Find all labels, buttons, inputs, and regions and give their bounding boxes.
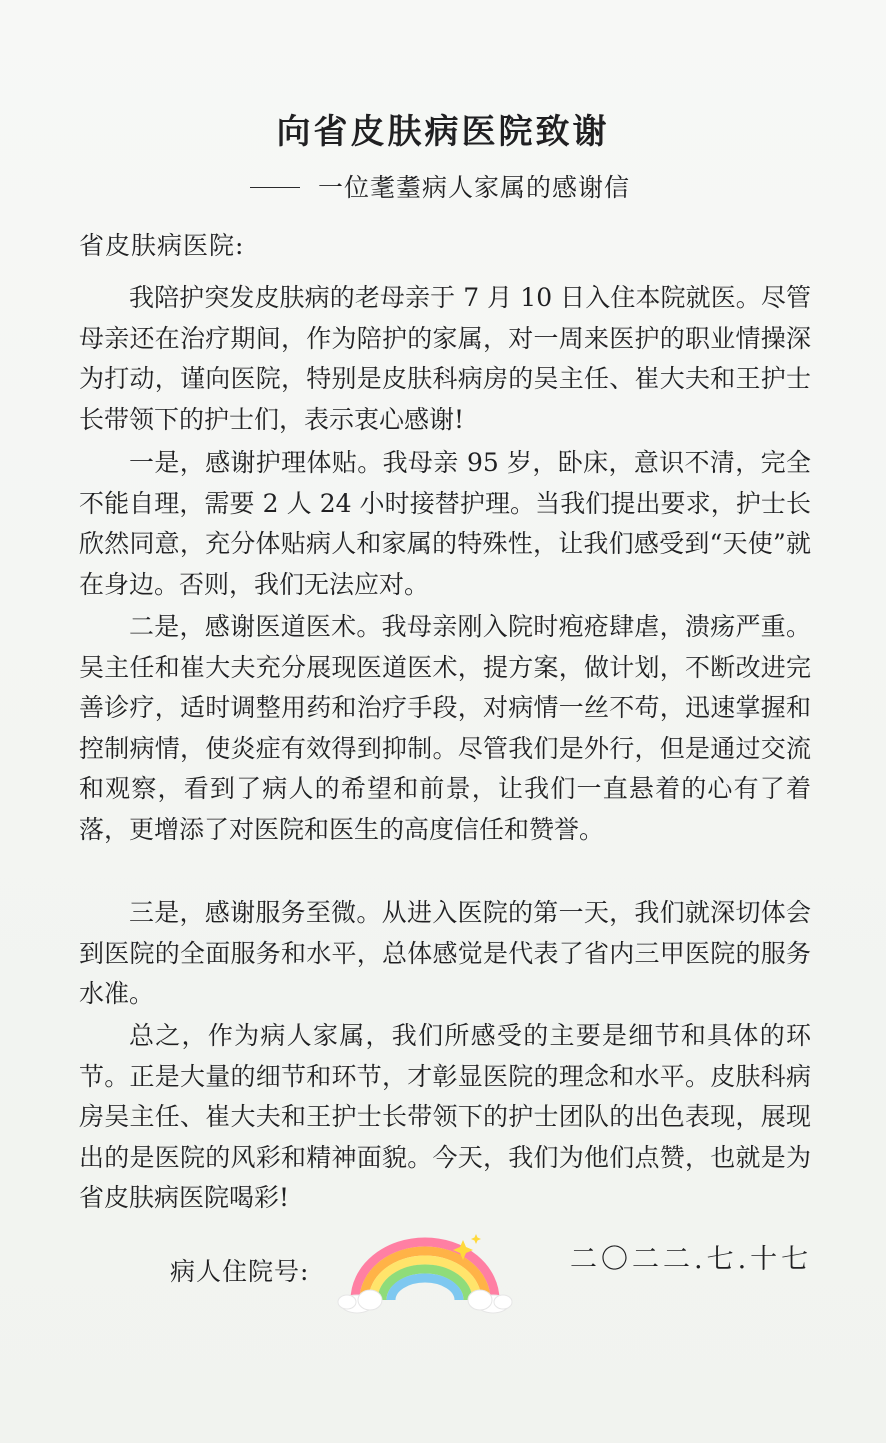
paragraph-service: 三是，感谢服务至微。从进入医院的第一天，我们就深切体会到医院的全面服务和水平，总体感觉是代表了省内三甲医院的服务水准。 bbox=[79, 898, 811, 1008]
rainbow-sticker-icon bbox=[335, 1232, 515, 1317]
letter-title: 向省皮肤病医院致谢 bbox=[276, 112, 610, 152]
letter-salutation: 省皮肤病医院: bbox=[79, 231, 245, 260]
letter-subtitle: 一位耄耋病人家属的感谢信 bbox=[318, 173, 631, 202]
paragraph-intro: 我陪护突发皮肤病的老母亲于 7 月 10 日入住本院就医。尽管母亲还在治疗期间，作为陪护的家属，对一周来医护的职业情操深为打动，谨向医院，特别是皮肤科病房的吴主任、崔大夫和王护士长带领下的护士们，表示衷心感谢! bbox=[79, 283, 811, 434]
paragraph-conclusion: 总之，作为病人家属，我们所感受的主要是细节和具体的环节。正是大量的细节和环节，才彰显医院的理念和水平。皮肤科病房吴主任、崔大夫和王护士长带领下的护士团队的出色表现，展现出的是医院的风彩和精神面貌。今天，我们为他们点赞，也就是为省皮肤病医院喝彩! bbox=[79, 1021, 811, 1212]
patient-id-label: 病人住院号: bbox=[170, 1257, 310, 1286]
em-dash bbox=[250, 187, 300, 188]
letter-date: 二〇二二.七.十七 bbox=[570, 1244, 813, 1275]
paragraph-medical-skill: 二是，感谢医道医术。我母亲刚入院时疱疮肆虐，溃疡严重。吴主任和崔大夫充分展现医道医术，提方案，做计划，不断改进完善诊疗，适时调整用药和治疗手段，对病情一丝不苟，迅速掌握和控制病情，使炎症有效得到抑制。尽管我们是外行，但是通过交流和观察，看到了病人的希望和前景，让我们一直悬着的心有了着落，更增添了对医院和医生的高度信任和赞誉。 bbox=[79, 612, 811, 844]
paragraph-nursing: 一是，感谢护理体贴。我母亲 95 岁，卧床，意识不清，完全不能自理，需要 2 人 24 小时接替护理。当我们提出要求，护士长欣然同意，充分体贴病人和家属的特殊性，让我们感受到“天使”就在身边。否则，我们无法应对。 bbox=[79, 448, 811, 599]
letter-subtitle-line bbox=[250, 168, 630, 204]
rainbow-band-blue bbox=[391, 1278, 459, 1300]
